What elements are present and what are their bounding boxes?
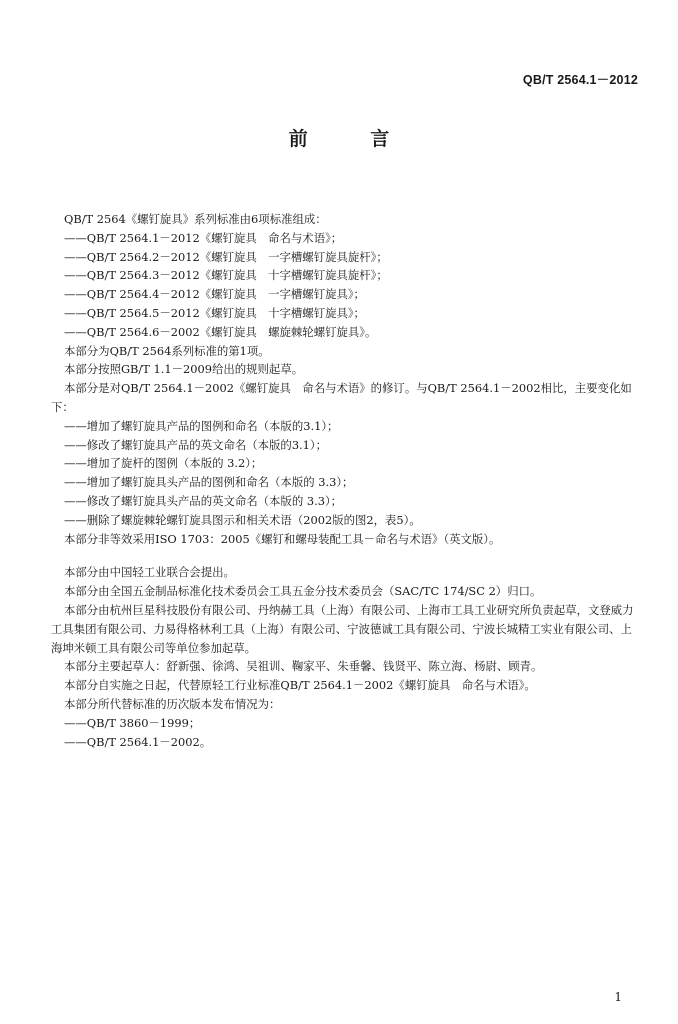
list-item: ——增加了螺钉旋具头产品的图例和命名（本版的 3.3）；: [64, 475, 354, 490]
paragraph: 本部分是对QB/T 2564.1－2002《螺钉旋具 命名与术语》的修订。与QB/T 2564.1－2002相比，主要变化如下：: [51, 381, 632, 414]
paragraph: 本部分按照GB/T 1.1－2009给出的规则起草。: [64, 362, 304, 377]
paragraph: 本部分自实施之日起，代替原轻工行业标准QB/T 2564.1－2002《螺钉旋具 命名与术语》。: [64, 678, 536, 693]
document-body: [51, 210, 638, 751]
list-item: ——QB/T 2564.3－2012《螺钉旋具 十字槽螺钉旋具旋杆》；: [64, 268, 388, 283]
page-title: 前 言: [288, 128, 418, 150]
paragraph: 本部分由中国轻工业联合会提出。: [64, 565, 235, 580]
paragraph: 本部分由杭州巨星科技股份有限公司、丹纳赫工具（上海）有限公司、上海市工具工业研究所负责起草，文登威力工具集团有限公司、力易得格林利工具（上海）有限公司、宁波德诚工具有限公司、宁波长城精工实业有限公司、上海坤米顿工具有限公司等单位参加起草。: [51, 602, 634, 655]
paragraph: 本部分主要起草人：舒新强、徐鸿、吴祖训、鞠家平、朱垂馨、钱贤平、陈立海、杨尉、顾青。: [64, 659, 543, 674]
paragraph: 本部分由全国五金制品标准化技术委员会工具五金分技术委员会（SAC/TC 174/SC 2）归口。: [64, 584, 542, 599]
list-item: ——增加了旋杆的图例（本版的 3.2）；: [64, 456, 263, 471]
list-item: ——QB/T 2564.6－2002《螺钉旋具 螺旋棘轮螺钉旋具》。: [64, 324, 377, 339]
list-item: ——QB/T 3860－1999；: [64, 715, 201, 730]
list-item: ——修改了螺钉旋具产品的英文命名（本版的3.1）；: [64, 437, 328, 452]
page-number: 1: [614, 990, 622, 1004]
standard-number: QB/T 2564.1－2012: [522, 73, 638, 87]
list-item: ——QB/T 2564.4－2012《螺钉旋具 一字槽螺钉旋具》；: [64, 287, 365, 302]
list-item: ——QB/T 2564.2－2012《螺钉旋具 一字槽螺钉旋具旋杆》；: [64, 249, 388, 264]
paragraph: 本部分所代替标准的历次版本发布情况为：: [64, 696, 281, 711]
list-item: ——修改了螺钉旋具头产品的英文命名（本版的 3.3）；: [64, 493, 343, 508]
series-intro: QB/T 2564《螺钉旋具》系列标准由6项标准组成：: [64, 212, 327, 226]
paragraph: 本部分为QB/T 2564系列标准的第1项。: [64, 343, 270, 358]
paragraph: 本部分非等效采用ISO 1703：2005《螺钉和螺母装配工具－命名与术语》（英文版）。: [64, 531, 501, 546]
list-item: ——QB/T 2564.5－2012《螺钉旋具 十字槽螺钉旋具》；: [64, 305, 365, 320]
spacer: [64, 548, 638, 563]
list-item: ——QB/T 2564.1－2002。: [64, 734, 212, 749]
list-item: ——删除了螺旋棘轮螺钉旋具图示和相关术语（2002版的图2，表5）。: [64, 512, 421, 527]
list-item: ——QB/T 2564.1－2012《螺钉旋具 命名与术语》；: [64, 230, 343, 245]
list-item: ——增加了螺钉旋具产品的图例和命名（本版的3.1）；: [64, 418, 339, 433]
